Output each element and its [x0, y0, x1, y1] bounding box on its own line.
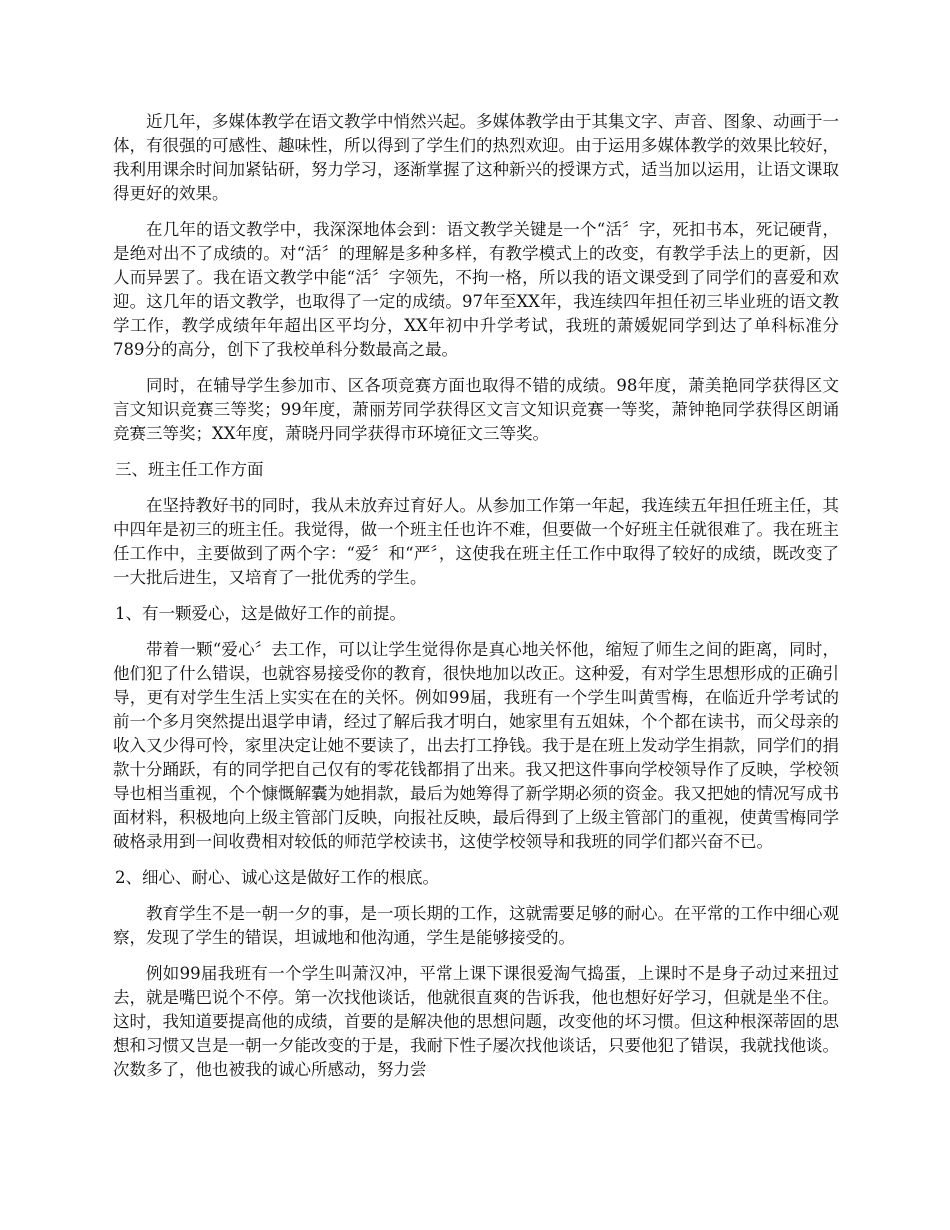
paragraph-multimedia-teaching: 近几年，多媒体教学在语文教学中悄然兴起。多媒体教学由于其集文字、声音、图象、动画于一体，有很强的可感性、趣味性，所以得到了学生们的热烈欢迎。由于运用多媒体教学的效果比较好，我利用课余时间加紧钻研，努力学习，逐渐掌握了这种新兴的授课方式，适当加以运用，让语文课取得更好的效果。	[113, 112, 839, 203]
document-body	[113, 110, 839, 1094]
paragraph-competitions: 同时，在辅导学生参加市、区各项竞赛方面也取得不错的成绩。98年度，萧美艳同学获得区文言文知识竞赛三等奖；99年度，萧丽芳同学获得区文言文知识竞赛一等奖，萧钟艳同学获得区朗诵竞赛三等奖；XX年度，萧晓丹同学获得市环境征文三等奖。	[113, 376, 839, 443]
paragraph-huo-teaching: 在几年的语文教学中，我深深地体会到：语文教学关键是一个“活〞字，死扣书本，死记硬背，是绝对出不了成绩的。对“活〞的理解是多种多样，有教学模式上的改变，有教学手法上的更新，因人而异罢了。我在语文教学中能“活〞字领先，不拘一格，所以我的语文课受到了同学们的喜爱和欢迎。这几年的语文教学，也取得了一定的成绩。97年至XX年，我连续四年担任初三毕业班的语文教学工作，教学成绩年年超出区平均分，XX年初中升学考试，我班的萧媛妮同学到达了单科标准分789分的高分，创下了我校单科分数最高之最。	[113, 220, 839, 359]
paragraph-patience-story: 例如99届我班有一个学生叫萧汉冲，平常上课下课很爱淘气捣蛋，上课时不是身子动过来扭过去，就是嘴巴说个不停。第一次找他谈话，他就很直爽的告诉我，他也想好好学习，但就是坐不住。这时，我知道要提高他的成绩，首要的是解决他的思想问题，改变他的坏习惯。但这种根深蒂固的思想和习惯又岂是一朝一夕能改变的于是，我耐下性子屡次找他谈话，只要他犯了错误，我就找他谈。次数多了，他也被我的诚心所感动，努力尝	[113, 964, 839, 1079]
paragraph-patience-intro: 教育学生不是一朝一夕的事，是一项长期的工作，这就需要足够的耐心。在平常的工作中细心观察，发现了学生的错误，坦诚地和他沟通，学生是能够接受的。	[113, 904, 839, 947]
heading-patience: 2、细心、耐心、诚心这是做好工作的根底。	[115, 868, 439, 887]
paragraph-class-teacher-intro: 在坚持教好书的同时，我从未放弃过育好人。从参加工作第一年起，我连续五年担任班主任，其中四年是初三的班主任。我觉得，做一个班主任也许不难，但要做一个好班主任就很难了。我在班主任工作中，主要做到了两个字：“爱〞和“严〞，这使我在班主任工作中取得了较好的成绩，既改变了一大批后进生，又培育了一批优秀的学生。	[113, 496, 839, 587]
heading-class-teacher-work: 三、班主任工作方面	[115, 460, 264, 479]
paragraph-loving-heart-story: 带着一颗“爱心〞去工作，可以让学生觉得你是真心地关怀他，缩短了师生之间的距离，同时，他们犯了什么错误，也就容易接受你的教育，很快地加以改正。这种爱，有对学生思想形成的正确引导，更有对学生生活上实实在在的关怀。例如99届，我班有一个学生叫黄雪梅，在临近升学考试的前一个多月突然提出退学申请，经过了解后我才明白，她家里有五姐妹，个个都在读书，而父母亲的收入又少得可怜，家里决定让她不要读了，出去打工挣钱。我于是在班上发动学生捐款，同学们的捐款十分踊跃，有的同学把自己仅有的零花钱都捐了出来。我又把这件事向学校领导作了反映，学校领导也相当重视，个个慷慨解囊为她捐款，最后为她筹得了新学期必须的资金。我又把她的情况写成书面材料，积极地向上级主管部门反映，向报社反映，最后得到了上级主管部门的重视，使黄雪梅同学破格录用到一间收费相对较低的师范学校读书，这使学校领导和我班的同学们都兴奋不已。	[113, 640, 839, 851]
heading-loving-heart: 1、有一颗爱心，这是做好工作的前提。	[115, 604, 406, 623]
